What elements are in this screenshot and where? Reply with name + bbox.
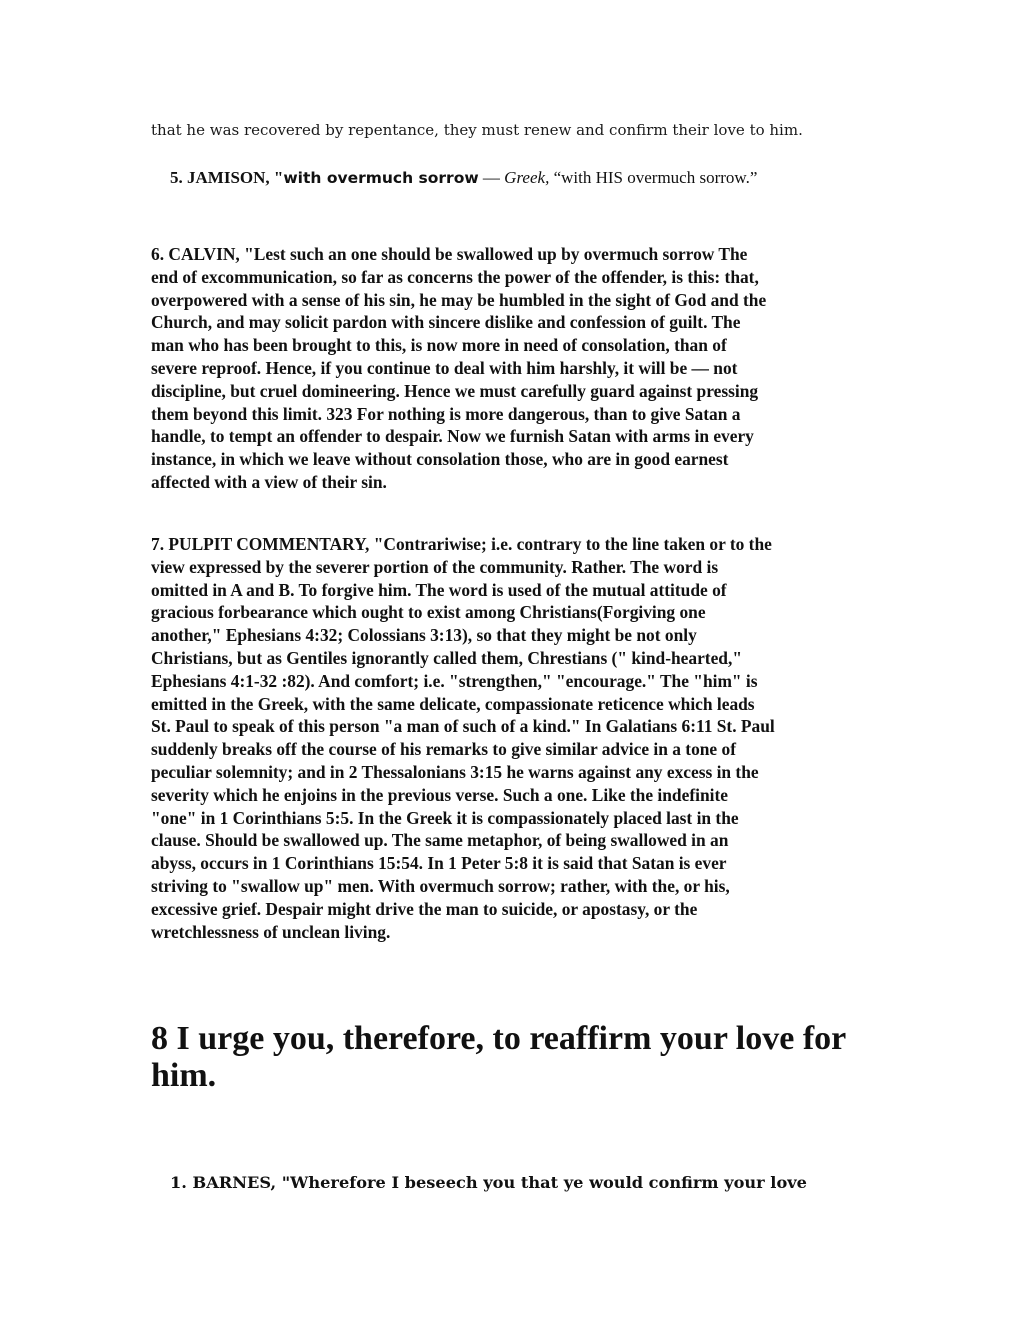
pulpit-line: clause. Should be swallowed up. The same metaphor, of being swallowed in an [151,830,729,851]
pulpit-line: St. Paul to speak of this person "a man of such of a kind." In Galatians 6:11 St. Paul [151,716,775,737]
jamison-quote: “with HIS overmuch sorrow.” [549,168,758,187]
calvin-line: handle, to tempt an offender to despair. Now we furnish Satan with arms in every [151,426,754,447]
pulpit-line: striving to "swallow up" men. With overmuch sorrow; rather, with the, or his, [151,875,730,896]
pulpit-line: "one" in 1 Corinthians 5:5. In the Greek it is compassionately placed last in the [151,807,739,828]
verse-heading [151,1020,891,1094]
verse-heading-line: him. [151,1057,217,1094]
jamison-prefix: 5. JAMISON, " [170,168,284,187]
pulpit-line: suddenly breaks off the course of his remarks to give similar advice in a tone of [151,739,736,760]
calvin-line: 6. CALVIN, "Lest such an one should be swallowed up by overmuch sorrow The [151,244,748,264]
pulpit-line: excessive grief. Despair might drive the man to suicide, or apostasy, or the [151,898,698,919]
barnes-commentary: 1. BARNES, "Wherefore I beseech you that ye would confirm your love [170,1173,807,1192]
continuation-text: that he was recovered by repentance, they must renew and confirm their love to him. [151,121,803,139]
pulpit-line: abyss, occurs in 1 Corinthians 15:54. In 1 Peter 5:8 it is said that Satan is ever [151,853,727,874]
calvin-line: overpowered with a sense of his sin, he may be humbled in the sight of God and the [151,289,767,310]
calvin-line: instance, in which we leave without consolation those, who are in good earnest [151,449,729,470]
calvin-line: man who has been brought to this, is now more in need of consolation, than of [151,335,727,356]
calvin-line: affected with a view of their sin. [151,471,387,492]
calvin-line: end of excommunication, so far as concerns the power of the offender, is this: that, [151,266,759,287]
calvin-commentary [151,243,876,494]
pulpit-commentary [151,533,876,943]
pulpit-line: wretchlessness of unclean living. [151,921,391,942]
pulpit-line: gracious forbearance which ought to exist among Christians(Forgiving one [151,602,706,623]
pulpit-line: another," Ephesians 4:32; Colossians 3:13), so that they might be not only [151,625,697,646]
verse-heading-line: 8 I urge you, therefore, to reaffirm your love for [151,1020,847,1057]
calvin-line: them beyond this limit. 323 For nothing is more dangerous, than to give Satan a [151,403,741,424]
pulpit-line: 7. PULPIT COMMENTARY, "Contrariwise; i.e. contrary to the line taken or to the [151,534,772,554]
pulpit-line: Ephesians 4:1-32 :82). And comfort; i.e. "strengthen," "encourage." The "him" is [151,670,758,691]
jamison-phrase: with overmuch sorrow [283,169,479,187]
pulpit-line: view expressed by the severer portion of the community. Rather. The word is [151,556,719,577]
calvin-line: severe reproof. Hence, if you continue to deal with him harshly, it will be — not [151,357,738,378]
jamison-dash: — [478,168,505,187]
jamison-greek: Greek, [504,168,550,187]
pulpit-line: peculiar solemnity; and in 2 Thessalonians 3:15 he warns against any excess in the [151,761,759,782]
pulpit-line: Christians, but as Gentiles ignorantly called them, Chrestians (" kind-hearted," [151,647,742,668]
pulpit-line: omitted in A and B. To forgive him. The word is used of the mutual attitude of [151,579,727,600]
calvin-line: discipline, but cruel domineering. Hence we must carefully guard against pressing [151,380,759,401]
calvin-line: Church, and may solicit pardon with sincere dislike and confession of guilt. The [151,312,741,333]
pulpit-line: emitted in the Greek, with the same delicate, compassionate reticence which leads [151,693,755,714]
jamison-commentary [170,167,890,189]
pulpit-line: severity which he enjoins in the previous verse. Such a one. Like the indefinite [151,784,728,805]
